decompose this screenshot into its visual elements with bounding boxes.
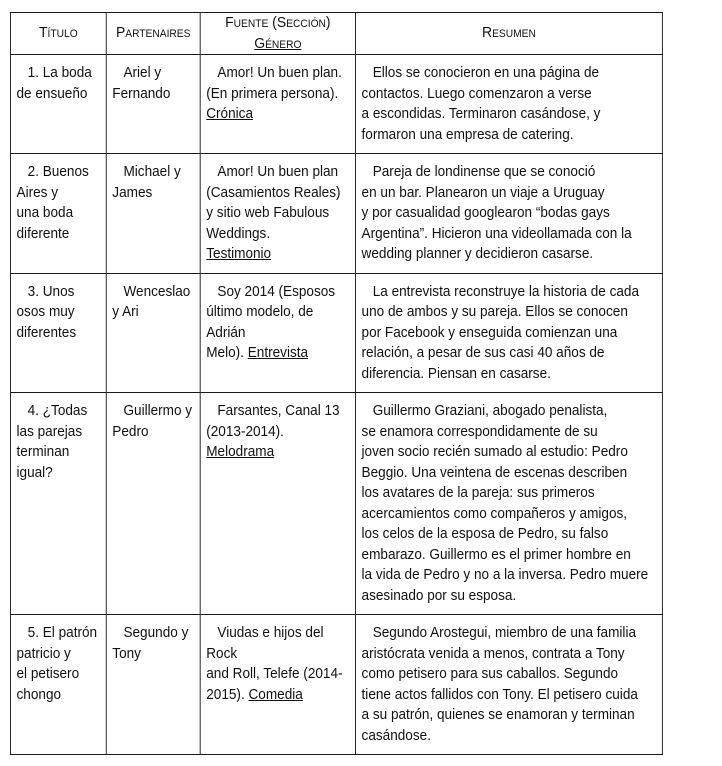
genero-text: Comedia xyxy=(248,686,303,703)
cell-resumen: Pareja de londinense que se conoció en un bar. Planearon un viaje a Uruguay y por casualidad googlearon “bodas gays Argentina”. Hicieron una videollamada con la wedding planner y decidieron casarse. xyxy=(355,154,662,274)
fuente-text: Farsantes, Canal 13 (2013-2014). xyxy=(206,403,340,440)
cell-titulo: 5. El patrón patricio y el petisero chongo xyxy=(10,615,106,755)
table-row xyxy=(10,55,662,154)
cell-partenaires: Segundo y Tony xyxy=(106,615,200,755)
fuente-text: Amor! Un buen plan. (En primera persona). xyxy=(206,65,342,102)
header-genero-label: Género xyxy=(254,34,302,52)
cell-resumen: La entrevista reconstruye la historia de cada uno de ambos y su pareja. Ellos se conocen por Facebook y enseguida comienzan una relación, a pesar de sus casi 40 años de diferencia. Piensan en casarse. xyxy=(355,273,662,393)
cell-fuente xyxy=(200,154,355,274)
header-fuente xyxy=(200,13,355,55)
cell-partenaires: Guillermo y Pedro xyxy=(106,393,200,615)
cell-fuente xyxy=(200,273,355,393)
fuente-text: Viudas e hijos del Rock and Roll, Telefe (2014- 2015). xyxy=(206,625,343,703)
cell-titulo: 1. La boda de ensueño xyxy=(10,55,106,154)
header-partenaires: Partenaires xyxy=(106,13,200,55)
fuente-text: Soy 2014 (Esposos último modelo, de Adrián Melo). xyxy=(206,283,336,361)
header-fuente-label: Fuente (Sección) xyxy=(225,14,331,31)
cell-fuente xyxy=(200,393,355,615)
cell-titulo: 2. Buenos Aires y una boda diferente xyxy=(10,154,106,274)
cell-titulo: 3. Unos osos muy diferentes xyxy=(10,273,106,393)
data-table xyxy=(10,12,663,755)
genero-text: Crónica xyxy=(206,106,254,122)
cell-fuente xyxy=(200,615,355,755)
table-row xyxy=(10,615,662,755)
table-row xyxy=(10,154,662,274)
genero-text: Melodrama xyxy=(206,444,275,460)
header-row xyxy=(10,13,662,55)
cell-fuente xyxy=(200,55,355,154)
cell-partenaires: Wenceslao y Ari xyxy=(106,273,200,393)
table-row xyxy=(10,393,662,615)
cell-resumen: Ellos se conocieron en una página de contactos. Luego comenzaron a verse a escondidas. Terminaron casándose, y formaron una empresa de catering. xyxy=(355,55,662,154)
table-row xyxy=(10,273,662,393)
fuente-text: Amor! Un buen plan (Casamientos Reales) y sitio web Fabulous Weddings. xyxy=(206,164,341,242)
header-titulo: Título xyxy=(10,13,106,55)
header-resumen: Resumen xyxy=(355,13,662,55)
genero-text: Testimonio xyxy=(206,246,272,262)
cell-partenaires: Michael y James xyxy=(106,154,200,274)
cell-titulo: 4. ¿Todas las parejas terminan igual? xyxy=(10,393,106,615)
cell-partenaires: Ariel y Fernando xyxy=(106,55,200,154)
genero-text: Entrevista xyxy=(247,345,309,361)
cell-resumen: Guillermo Graziani, abogado penalista, se enamora correspondidamente de su joven socio recién sumado al estudio: Pedro Beggio. Una veintena de escenas describen los avatares de la pareja: sus primeros acercamientos como compañeros y amigos, los celos de la esposa de Pedro, su falso embarazo. Guillermo es el primer hombre en la vida de Pedro y no a la inversa. Pedro muere asesinado por su esposa. xyxy=(355,393,662,615)
cell-resumen: Segundo Arostegui, miembro de una familia aristócrata venida a menos, contrata a Tony como petisero para sus caballos. Segundo tiene actos fallidos con Tony. El petisero cuida a su patrón, quienes se enamoran y terminan casándose. xyxy=(355,615,662,755)
